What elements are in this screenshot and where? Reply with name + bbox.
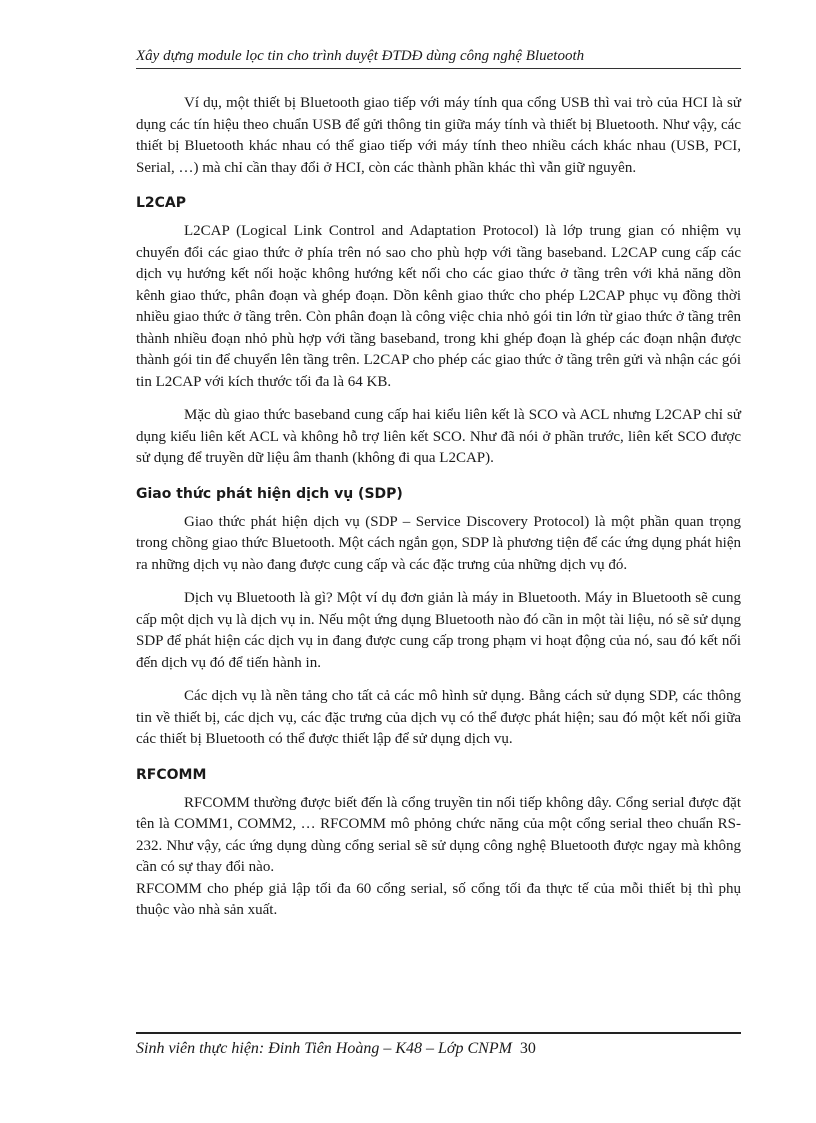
page-number: 30 [519,1040,536,1057]
footer-author: Sinh viên thực hiện: Đinh Tiên Hoàng – K48 – Lớp CNPM [136,1040,512,1057]
paragraph-sdp-services: Các dịch vụ là nền tảng cho tất cả các mô hình sử dụng. Bằng cách sử dụng SDP, các thông tin về thiết bị, các dịch vụ, các đặc trưng của dịch vụ có thể được phát hiện; sau đó một kết nối giữa các thiết bị Bluetooth có thể được thiết lập để sử dụng dịch vụ. [136,688,741,747]
paragraph-sdp-example: Dịch vụ Bluetooth là gì? Một ví dụ đơn giản là máy in Bluetooth. Máy in Bluetooth sẽ cung cấp một dịch vụ là dịch vụ in. Nếu một ứng dụng Bluetooth nào đó cần in một tài liệu, nó sẽ sử dụng SDP để phát hiện các dịch vụ in đang được cung cấp trong phạm vi hoạt động của nó, sau đó kết nối đến dịch vụ đó để tiến hành in. [136,590,741,671]
paragraph-rfcomm-ports: RFCOMM cho phép giả lập tối đa 60 cổng serial, số cổng tối đa thực tế của mỗi thiết bị thì phụ thuộc vào nhà sản xuất. [136,880,741,918]
heading-l2cap: L2CAP [136,195,187,211]
paragraph-l2cap-acl: Mặc dù giao thức baseband cung cấp hai kiểu liên kết là SCO và ACL nhưng L2CAP chỉ sử dụng kiểu liên kết ACL và không hỗ trợ liên kết SCO. Như đã nói ở phần trước, liên kết SCO được sử dụng để truyền dữ liệu âm thanh (không đi qua L2CAP). [136,407,741,466]
heading-rfcomm: RFCOMM [136,766,207,783]
page-footer [136,1032,741,1058]
heading-sdp: Giao thức phát hiện dịch vụ (SDP) [136,485,403,502]
document-body [136,93,741,934]
paragraph-rfcomm-intro: RFCOMM thường được biết đến là cổng truyền tin nối tiếp không dây. Cổng serial được đặt tên là COMM1, COMM2, … RFCOMM mô phỏng chức năng của một cổng serial theo chuẩn RS-232. Như vậy, các ứng dụng dùng cổng serial sẽ sử dụng công nghệ Bluetooth được ngay mà không cần có sự thay đổi nào. [136,794,741,875]
paragraph-hci-example: Ví dụ, một thiết bị Bluetooth giao tiếp với máy tính qua cổng USB thì vai trò của HCI là sử dụng các tín hiệu theo chuẩn USB để gửi thông tin giữa máy tính và thiết bị Bluetooth. Như vậy, các thiết bị Bluetooth khác nhau có thể giao tiếp với máy tính theo nhiều cách khác nhau (USB, PCI, Serial, …) mà chỉ cần thay đổi ở HCI, còn các thành phần khác thì vẫn giữ nguyên. [136,95,741,176]
paragraph-l2cap-intro: L2CAP (Logical Link Control and Adaptation Protocol) là lớp trung gian có nhiệm vụ chuyển đổi các giao thức ở phía trên nó sao cho phù hợp với tầng baseband. L2CAP cung cấp các dịch vụ hướng kết nối hoặc không hướng kết nối cho các giao thức ở tầng trên với khả năng dồn kênh giao thức, phân đoạn và ghép đoạn. Dồn kênh giao thức cho phép L2CAP phục vụ đồng thời nhiều giao thức ở tầng trên. Còn phân đoạn là công việc chia nhỏ gói tin lớn từ giao thức ở tầng trên thành nhiều đoạn nhỏ phù hợp với tầng baseband, trong khi ghép đoạn là ghép các đoạn nhận được thành gói tin để chuyển lên tầng trên. L2CAP cho phép các giao thức ở tầng trên gửi và nhận các gói tin L2CAP với kích thước tối đa là 64 KB. [136,223,741,390]
page-header: Xây dựng module lọc tin cho trình duyệt ĐTDĐ dùng công nghệ Bluetooth [136,48,741,69]
paragraph-sdp-intro: Giao thức phát hiện dịch vụ (SDP – Service Discovery Protocol) là một phần quan trọng trong chồng giao thức Bluetooth. Một cách ngắn gọn, SDP là phương tiện để các ứng dụng phát hiện ra những dịch vụ nào đang được cung cấp và các đặc trưng của những dịch vụ đó. [136,513,741,573]
